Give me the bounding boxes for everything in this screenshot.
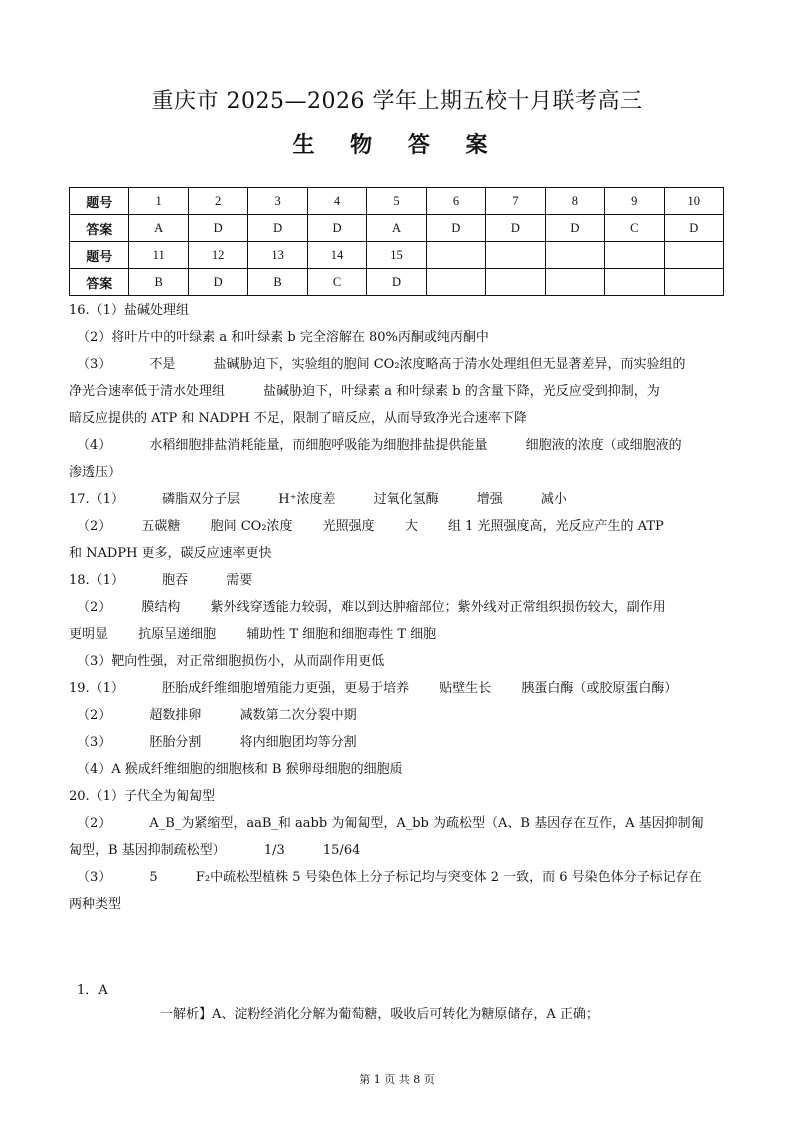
- q16-answer: 水稻细胞排盐消耗能量，而细胞呼吸能为细胞排盐提供能量: [149, 438, 488, 453]
- q17-answer: H⁺浓度差: [278, 492, 336, 507]
- q19-answer: 超数排卵: [149, 708, 202, 723]
- answer-table-cell: [545, 269, 604, 296]
- q18-answer: 膜结构: [141, 600, 181, 615]
- answer-table-cell: 15: [367, 242, 426, 269]
- answer-table-cell: A: [129, 215, 188, 242]
- q16-line-6: [77, 437, 682, 455]
- answer-table-row: [70, 215, 724, 242]
- q19-answer: 减数第二次分裂中期: [239, 708, 357, 723]
- answer-table-cell: [664, 242, 723, 269]
- q18-answer: 更明显: [69, 627, 109, 642]
- answer-table-cell: D: [188, 215, 247, 242]
- answer-table-cell: 5: [367, 188, 426, 215]
- q19-line-3: [77, 734, 357, 752]
- answer-table-header-cell: 答案: [70, 269, 129, 296]
- q17-line-2: [77, 518, 664, 536]
- answer-table-cell: B: [248, 269, 307, 296]
- q18-answer: 辅助性 T 细胞和细胞毒性 T 细胞: [246, 627, 437, 642]
- answer-table-cell: A: [367, 215, 426, 242]
- q18-answer: 紫外线穿透能力较弱，难以到达肿瘤部位；紫外线对正常组织损伤较大，副作用: [210, 600, 666, 615]
- q18-line-3: [69, 626, 436, 644]
- answer-table-cell: [426, 269, 485, 296]
- explain-question: 1．A: [77, 983, 108, 998]
- q19-part: （3）: [77, 735, 112, 750]
- page-subtitle: 生 物 答 案: [292, 132, 502, 158]
- answer-table-cell: [426, 242, 485, 269]
- answer-table-cell: 8: [545, 188, 604, 215]
- answer-table-cell: C: [307, 269, 366, 296]
- answer-table-cell: 2: [188, 188, 247, 215]
- answer-table-cell: D: [664, 215, 723, 242]
- q19-answer: 胚胎成纤维细胞增殖能力更强，更易于培养: [162, 681, 410, 696]
- answer-table-cell: [664, 269, 723, 296]
- q20-answer: F₂中疏松型植株 5 号染色体上分子标记均与突变体 2 一致，而 6 号染色体分子标记存在: [195, 870, 702, 885]
- page-title: 重庆市 2025—2026 学年上期五校十月联考高三: [151, 89, 643, 114]
- answer-table-cell: 13: [248, 242, 307, 269]
- q20-part: （2）: [77, 816, 112, 831]
- q18-answer: 胞吞: [162, 573, 189, 588]
- q16-answer: 不是: [149, 357, 176, 372]
- q20-answer: 1/3: [263, 843, 285, 858]
- answer-table-cell: [486, 269, 545, 296]
- q19-answer: 贴壁生长: [439, 681, 492, 696]
- q20-answer: 5: [149, 870, 158, 885]
- q16-part: （3）: [77, 357, 112, 372]
- answer-table-cell: 7: [486, 188, 545, 215]
- answer-table: [69, 187, 724, 296]
- q17-answer: 过氧化氢酶: [373, 492, 439, 507]
- q18-answer: 抗原呈递细胞: [138, 627, 217, 642]
- q16-answer: 细胞液的浓度（或细胞液的: [525, 438, 682, 453]
- q18-line-4: （3）靶向性强，对正常细胞损伤小，从而副作用更低: [77, 654, 385, 669]
- answer-table-header-cell: 答案: [70, 215, 129, 242]
- q20-line-2: [77, 815, 704, 833]
- answer-table-cell: 1: [129, 188, 188, 215]
- q19-answer: 将内细胞团均等分割: [239, 735, 357, 750]
- q17-answer: 胞间 CO₂浓度: [210, 519, 293, 534]
- answer-table-cell: 14: [307, 242, 366, 269]
- q19-line-2: [77, 707, 357, 725]
- answer-table-cell: D: [307, 215, 366, 242]
- q19-line-4: （4）A 猴成纤维细胞的细胞核和 B 猴卵母细胞的细胞质: [77, 762, 403, 777]
- q18-line-2: [77, 599, 666, 617]
- answer-table-cell: 10: [664, 188, 723, 215]
- q16-line-4: [69, 383, 660, 401]
- q19-answer: 胰蛋白酶（或胶原蛋白酶）: [521, 681, 678, 696]
- answer-table-header-cell: 题号: [70, 242, 129, 269]
- answer-table-cell: D: [367, 269, 426, 296]
- q19-part: 19.（1）: [69, 681, 124, 696]
- q18-part: 18.（1）: [69, 573, 124, 588]
- answer-table-row: [70, 242, 724, 269]
- q16-line-2: （2）将叶片中的叶绿素 a 和叶绿素 b 完全溶解在 80%丙酮或纯丙酮中: [77, 330, 489, 345]
- q17-line-1: [69, 491, 567, 509]
- q17-answer: 大: [404, 519, 418, 534]
- answer-table-row: [70, 188, 724, 215]
- q16-line-7: 渗透压）: [69, 465, 122, 480]
- answer-table-cell: D: [486, 215, 545, 242]
- q16-line-5: 暗反应提供的 ATP 和 NADPH 不足，限制了暗反应，从而导致净光合速率下降: [69, 411, 527, 426]
- q20-line-3: [69, 842, 360, 860]
- q17-line-3: 和 NADPH 更多，碳反应速率更快: [69, 546, 272, 561]
- answer-table-cell: 4: [307, 188, 366, 215]
- answer-table-cell: 11: [129, 242, 188, 269]
- q16-line-1: 16.（1）盐碱处理组: [69, 303, 189, 318]
- answer-table-cell: [605, 242, 664, 269]
- q16-answer: 净光合速率低于清水处理组: [69, 384, 226, 399]
- answer-table-cell: D: [248, 215, 307, 242]
- q18-part: （2）: [77, 600, 112, 615]
- answer-table-cell: D: [545, 215, 604, 242]
- q20-answer: A_B_为紧缩型，aaB_和 aabb 为匍匐型，A_bb 为疏松型（A、B 基因存在互作，A 基因抑制匍: [149, 816, 704, 831]
- q16-line-3: [77, 356, 686, 374]
- q20-line-5: 两种类型: [69, 897, 122, 912]
- q20-part: （3）: [77, 870, 112, 885]
- q19-answer: 胚胎分割: [149, 735, 202, 750]
- answer-table-cell: D: [426, 215, 485, 242]
- q18-answer: 需要: [226, 573, 253, 588]
- q20-answer: 15/64: [322, 843, 361, 858]
- q16-part: （4）: [77, 438, 112, 453]
- answer-table-cell: 12: [188, 242, 247, 269]
- answer-table-cell: 3: [248, 188, 307, 215]
- answer-table-cell: [545, 242, 604, 269]
- q17-answer: 光照强度: [322, 519, 375, 534]
- q18-line-1: [69, 572, 252, 590]
- explain-text: 一解析】A、淀粉经消化分解为葡萄糖，吸收后可转化为糖原储存，A 正确；: [160, 1007, 599, 1022]
- q17-answer: 磷脂双分子层: [162, 492, 241, 507]
- q20-answer: 匐型，B 基因抑制疏松型）: [69, 843, 226, 858]
- q19-line-1: [69, 680, 677, 698]
- answer-table-row: [70, 269, 724, 296]
- q16-answer: 盐碱胁迫下，实验组的胞间 CO₂浓度略高于清水处理组但无显著差异，而实验组的: [213, 357, 686, 372]
- answer-table-cell: 9: [605, 188, 664, 215]
- answer-table-cell: [605, 269, 664, 296]
- q17-answer: 组 1 光照强度高，光反应产生的 ATP: [447, 519, 664, 534]
- answer-table-cell: [486, 242, 545, 269]
- q17-part: （2）: [77, 519, 112, 534]
- page-footer: 第 1 页 共 8 页: [359, 1073, 435, 1086]
- q17-answer: 减小: [540, 492, 567, 507]
- q17-part: 17.（1）: [69, 492, 124, 507]
- q20-line-4: [77, 869, 702, 887]
- answer-table-header-cell: 题号: [70, 188, 129, 215]
- answer-table-cell: C: [605, 215, 664, 242]
- answer-table-cell: 6: [426, 188, 485, 215]
- q17-answer: 五碳糖: [141, 519, 181, 534]
- q20-line-1: 20.（1）子代全为匍匐型: [69, 789, 215, 804]
- q17-answer: 增强: [476, 492, 503, 507]
- q19-part: （2）: [77, 708, 112, 723]
- answer-table-cell: D: [188, 269, 247, 296]
- answer-table-cell: B: [129, 269, 188, 296]
- q16-answer: 盐碱胁迫下，叶绿素 a 和叶绿素 b 的含量下降，光反应受到抑制，为: [263, 384, 660, 399]
